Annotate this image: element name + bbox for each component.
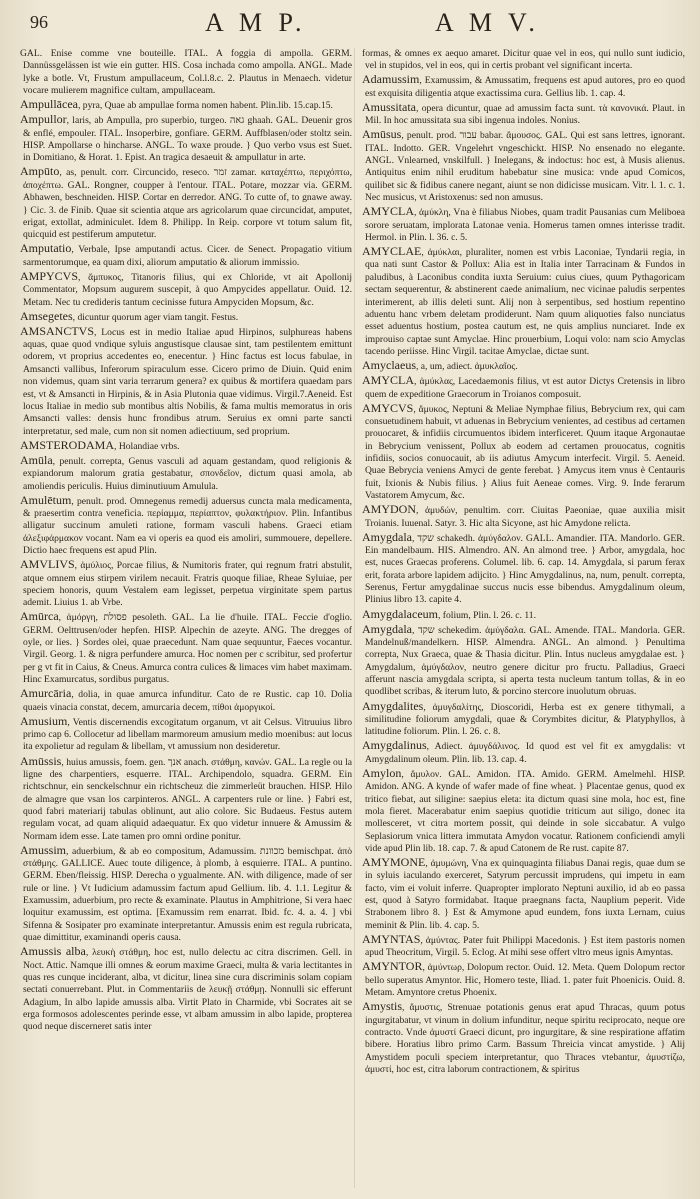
entry-text: penult. prod. Omnegenus remedij aduersus cuncta mala medicamenta, & praesertim contra veneficia. περίαμμα, περίαπτον, φυλακτήριον. Plin. Infantibus alligatur succinum amuleti ratione, formam vasculi habens. Graeci etiam ἀλεξιφάρμακον vocant. Nam ea vi operis ea quod eis amoliri, summouere, depellere. Dictio haec frequens est apud Plin. [23,495,352,557]
dictionary-entry: AMYCLA, ἀμύκλη, Vna è filiabus Niobes, quam tradit Pausanias cum Meliboea sorore seruatam, implorata Latonae venia. Homerus tamen omnes interisse tradit. Hermol. in Plin. l. 36. c. 5. [362,204,685,243]
entry-text: Examussim, & Amussatim, frequens est apud autores, pro eo quod est exquisita diligentia atque exactissima cura. Gellius lib. 1. cap. 4. [365,75,685,99]
dictionary-entry: AMYCLAE, ἀμύκλαι, pluraliter, nomen est vrbis Laconiae, Tyndarii regia, in qua nati sunt Castor & Pollux: Alia est in Italia inter Tarracinam & Fundos in paludibus, à Laconibus condita iuxta Seruium: cuius ciues, quum Pythagoricam sectam sequerentur, & abstinerent caede animalium, nec vicinae paludis serpentes interimerent, ab illis deleti sunt. Alij non à serpentibus, sed hostium repentino aduentu hanc vrbem deletam prodiderunt. Nam quum aliquoties falso nunciatus esset aduentus hostium, postea cautum est, ne quis amplius nunciaret. Inde ex improuiso captae sunt Amyclae. Hinc prouerbium, Loqui volo: nam scio Amyclas tacendo periisse. Hinc Virgil. tacitae Amyclae, dictae sunt. [362,244,685,357]
right-column [362,48,685,1193]
dictionary-entry: AMVLIVS, ἀμύλιος, Porcae filius, & Numitoris frater, qui regnum fratri abstulit, atque omnem eius stirpem virilem necauit. Fratris quoque filiae, Rheae Syluiae, per speciem honoris, quum Vestalem eam legisset, perpetua virginitate spem partus ademit. Liuius 1. ab Vrbe. [20,557,352,609]
dictionary-entry: Amussitata, opera dicuntur, quae ad amussim facta sunt. τὰ κανονικά. Plaut. in Mil. In hoc amussitata sua sibi ingenua indoles. Nonius. [362,99,685,127]
entry-text: ἀμύντωρ, Dolopum rector. Ouid. 12. Meta. Quem Dolopum rector bello superatus Amyntor. Hic, Homero teste, Iliad. 1. pater fuit Phoenicis. Ouid. 8. Metam. Amyntore cretus Phoenix. [365,962,685,999]
dictionary-entry: Amygdalinus, Adiect. ἀμυγδάλινος. Id quod est vel fit ex amygdalis: vt Amygdalinum oleum. Plin. lib. 13. cap. 4. [362,738,685,765]
entry-text: folium, Plin. l. 26. c. 11. [442,609,536,621]
entry-text: ἀμυγδαλίτης, Dioscoridi, Herba est ex genere tithymali, a similitudine foliorum amygdali, quae & Corymbites dicitur, & Platyphyllos, à latitudine foliorum. Plin. l. 26. c. 8. [365,701,685,738]
dictionary-entry: Amylon, ἄμυλον. GAL. Amidon. ITA. Amido. GERM. Amelmehl. HISP. Amidon. ANG. A kynde of wafer made of fine wheat. } Placentae genus, quod ex tritico fiebat, aut siligine: saepius eleta: ita dictum quasi sine mola, hoc est, fine mola fieret. Macerabatur enim saepius quotidie triticum aut siligo, donec ita mollesceret, vt citra mortem possit, qui deinde in sole siccabatur. A vulgo Seplasiorum vnica littera immutata Amydon vocatur. Rationem conficiendi amyli vide apud Plin lib. 18. cap. 7. & apud Catonem de Re rust. capite 87. [362,765,685,854]
dictionary-entry: AMYMONE, ἀμυμώνη, Vna ex quinquaginta filiabus Danai regis, quae dum se in syluis iaculando exerceret, Satyrum percussit imprudens, qui impetu in eam facto, vim ei voluit inferre. Quapropter implorato Neptuni auxilio, id ab eo passa est, quod à Satyro formidabat. Itaque praegnans facta, Nauplium peperit. Vide Strabonem libro 8. } Est & Amymone apud eundem, fons iuxta Lernam, cuius meminit & Plin. lib. 4. cap. 5. [362,855,685,931]
dictionary-entry [20,48,352,97]
entry-text: ἀμύκλαι, pluraliter, nomen est vrbis Laconiae, Tyndarii regia, in qua nati sunt Castor & Pollux: Alia est in Italia inter Tarracinam & Fundos in paludibus, à Laconibus condita iuxta Seruium: cuius ciues, quum Pythagoricam sectam sequerentur, & abstinerent caede animalium, nec vicinae paludis serpentes interimerent, ab illis deleti sunt. Alij non à serpentibus, sed hostium repentino aduentu hanc vrbem deletam prodiderunt. Nam quum aliquoties falso nunciatus esset aduentus hostium, postea cautum est, ne quis amplius nunciaret. Inde ex improuiso captae sunt Amyclae. Hinc prouerbium, Loqui volo: nam scio Amyclas tacendo periisse. Hinc Virgil. tacitae Amyclae, dictae sunt. [365,247,685,357]
entry-headword: Amygdalites [362,698,424,713]
entry-headword: Amūsus [362,127,402,142]
dictionary-entry: Amusium, Ventis discernendis excogitatum organum, vt ait Celsus. Vitruuius libro primo cap 6. Collocetur ad libellam marmoreum amusium medio moenibus: aut locus ita expolietur ad regulam & libellam, vt amussium non desideretur. [20,713,352,753]
entry-headword: Ampullācea [20,97,78,112]
entry-text: Ventis discernendis excogitatum organum, vt ait Celsus. Vitruuius libro primo cap 6. Collocetur ad libellam marmoreum amusium medio moenibus: aut locus ita expolietur ad regulam & libellam, vt amussium non desideretur. [23,716,352,753]
entry-text: formas, & omnes ex aequo amaret. Dicitur quae vel in eos, qui nullo sunt iudicio, vel in stupidos, vel in eos, qui in certis probant vel significant incerta. [362,48,685,72]
entry-headword: Amystis [362,999,403,1014]
dictionary-entry: Amyclaeus, a, um, adiect. ἀμυκλαῖος. [362,358,518,373]
entry-headword: Amūssis [20,753,62,768]
entry-headword: Amusium [20,713,68,728]
entry-text: Holandiae vrbs. [118,440,180,452]
entry-headword: Amygdalaceum [362,606,438,621]
dictionary-entry: Ampūto, as, penult. corr. Circuncido, reseco. זמר zamar. καταχέπτω, περιχόπτω, ἀποχέπτω. GAL. Rongner, coupper à l'entour. ITAL. Potare, mozzar via. GERM. Abhawen, beschneiden. HISP. Cortar en derredor. ANG. To cutte of, to gnawe away. } Cic. 3. de Finib. Quae sit scientia atque ars agricolarum quae circuncidat, amputet, erigat, extollat, adminiculet. Idem 8. Philipp. In Reip. corpore vt totum salum fit, quicquid est pestiferum amputetur. [20,164,352,241]
dictionary-entry: Amygdala, שקד schakedh. ἀμύγδαλον. GALL. Amandier. ITA. Mandorlo. GER. Ein mandelbaum. HIS. Almendro. AN. An almond tree. } Arbor, amygdala, hoc est, nuces Graecas proferens. Columel. lib. 6. cap. 14. Amygdala, si parum ferax erit, forata arbore lapidem adijcito. } Hinc Amygdalinus, na, num, penult. correpta, Serenus, Fertur amygdalinae succus nucis esse bibendus. Amygdalinum oleum, Plinius libro 13. capite 4. [362,529,685,606]
entry-headword: AMYCVS [362,400,414,415]
dictionary-entry: Amūrca, ἀμόργη, פסולת pesoleth. GAL. La lie d'huile. ITAL. Feccie d'oglio. GERM. Oelttrusen/oder hepfen. HISP. Alpechin de azeyte. ANG. The dregges of oyle, or lies. } Sordes olei, quae praecedunt. Nam quae sequuntur, Faeces vocantur. Virgil. Georg. 1. & nigra perfundere amurca. Hoc nomen per c scribitur, sed profertur per g vt fit in Caius, & Cneus. Amurca contra culices & limaces vim habet maximam. Hinc Examurcatus, sordibus purgatus. [20,609,352,686]
entry-text: שקד schekedim. ἀμύγδαλα. GAL. Amende. ITAL. Mandorla. GER. Mandelnuß/mandelkern. HISP. Almendra. ANGL. An almond. } Penultima correpta, Nux Graeca, quae & Thasia dicitur. Plin. Intus nucleus amygdalae est. } Amygdalum, ἀμύγδαλον, neutro genere dicitur pro fructu. Palladius, Graeci afferunt nascia amygdala scripta, si aperta testa nucleum tantum tollas, & in eo quodlibet scribas, & iterum luto, & porcino stercore inuolutum obruas. [365,624,685,698]
entry-headword: AMYCLAE [362,244,422,259]
entry-text: Verbale, Ipse amputandi actus. Cicer. de Senect. Propagatio vitium sarmentorumque, ea quam dixi, aliorum amputatio & aliorum immissio. [23,244,352,268]
dictionary-entry: AMSANCTVS, Locus est in medio Italiae apud Hirpinos, sulphureas habens aquas, quae quod vndique syluis angustisque clausae sint, tam pestilentem emittunt odorem, vt proprius accedentes eo, enecentur. } Hinc factus est locus fabulae, in Amsancti vallibus, Inferorum spiraculum esse. Cicero primo de Diuin. Quid enim non videmus, quam sint varia terrarum genera? ex quibus & mortifera quaedam pars est, vt & Amsancti in Hirpinis, & in Asia Plutonia quae vidimus. Virgil.7.Aeneid. Est locus Italiae in medio sub montibus altis Nobilis, & fama multis memoratus in oris Amsancti valles: densis hunc frondibus atrum. Seruius ex omni parte sancti interpretatur, sed male, cum non sit nomen adiectiuum, sed proprium. [20,323,352,437]
entry-headword: Amussitata [362,99,416,114]
dictionary-entry: Amūssis, huius amussis, foem. gen. אנך anach. στάθμη, κανών. GAL. La regle ou la ligne des charpentiers, esquerre. ITAL. Archipendolo, squadra. GERM. Ein richtschnur, ein senckelschnur ein richtscheuz die zimmerleüt brauchen. HISP. Hilo de almagre que vsan los carpinteros. ANGL. A carpenters rule or line. } Fabri est, quod fabri materiarij tabulas oblinunt, aut alio colore. Sic Budaeus. Festus autem regulam vocat, ad quam aliquid adaequatur. Ex quo videtur innuere & Amussim & Normam idem esse. Late tamen pro omni ordine ponitur. [20,753,352,842]
entry-text: ἀμυδών, penultim. corr. Ciuitas Paeoniae, quae auxilia misit Troianis. Iuuenal. Satyr. 3. Hic alta Sicyone, ast hic Amydone relicta. [365,505,685,529]
entry-headword: Amurcāria [20,686,72,701]
dictionary-entry: Amygdalaceum, folium, Plin. l. 26. c. 11. [362,606,536,621]
entry-text: aduerbium, & ab eo compositum, Adamussim. מכוונת bemischpat. ἀπὸ στάθμης. GALLICE. Auec toute diligence, à plomb, à esquierre. ITAL. A puntino. GERM. Eben/fleissig. HISP. Derecha o ygualmente. AN. with diligence, made of ser rule or line. } Vt Iudicium adamussim factum apud Gellium. lib. 4. 1.1. Legitur & Examussim, aduerbium, pro recte & examinate. Plautus in Amphitrione, Si vera haec loquitur examussim, est optima. [Examussim rem enarrat. Ibid. fc. 4. a. 4. ] vbi Sifenna & Sosipater pro examinate interpretantur. Amussis enim est regula rubricata, quae dimittitur, examinandi operis causa. [23,845,352,944]
entry-headword: Amyclaeus [362,358,416,373]
entry-headword: AMYNTAS [362,931,421,946]
entry-text: dicuntur quorum ager viam tangit. Festus. [77,311,239,323]
entry-headword: Amygdala [362,621,412,636]
dictionary-entry: AMYCLA, ἀμύκλας, Lacedaemonis filius, vt est autor Dictys Cretensis in libro quem de expeditione Graecorum in Troianos composuit. [362,373,685,400]
dictionary-entry: AMYDON, ἀμυδών, penultim. corr. Ciuitas Paeoniae, quae auxilia misit Troianis. Iuuenal. Satyr. 3. Hic alta Sicyone, ast hic Amydone relicta. [362,502,685,529]
entry-text: laris, ab Ampulla, pro superbio, turgeo. גאה ghaah. GAL. Deuenir gros & enflé, empouler. ITAL. Insoperbire, gonfiare. GERM. Auffblasen/oder stoltz sein. HISP. Ampollarse o hincharse. ANGL. To waxe proude. } Quo verbo vsus est Suet. in Domitiano, & Horat. 1. Epist. An tragica desaeuit & ampullatur in arte. [23,115,352,164]
running-header [0,8,700,50]
entry-text: λευκὴ στάθμη, hoc est, nullo delectu ac citra discrimen. Gell. in Noct. Attic. Namque illi omnes & eorum maxime Graeci, multa & varia lectitantes in quas res cunque inciderant, alba, vt dicitur, linea sine cura discriminis solam copiam sectati conuerrebant. Plut. in Commentariis de λευκῇ στάθμῃ. Nonnulli sic efferunt Adagium, In albo lapide amussis alba. Virtit Plato in Charmide, vbi Socrates ait se erga formosos adolescentes perinde esse, vt albam amussim in albo lapide, propterea quod neque discerneret satis inter [23,947,352,1033]
dictionary-entry: Amygdala, שקד schekedim. ἀμύγδαλα. GAL. Amende. ITAL. Mandorla. GER. Mandelnuß/mandelkern. HISP. Almendra. ANGL. An almond. } Penultima correpta, Nux Graeca, quae & Thasia dicitur. Plin. Intus nucleus amygdalae est. } Amygdalum, ἀμύγδαλον, neutro genere dicitur pro fructu. Palladius, Graeci afferunt nascia amygdala scripta, si aperta testa nucleum tantum tollas, & in eo quodlibet scribas, & iterum luto, & porcino stercore inuolutum obruas. [362,621,685,698]
dictionary-entry: Amussis alba, λευκὴ στάθμη, hoc est, nullo delectu ac citra discrimen. Gell. in Noct. Attic. Namque illi omnes & eorum maxime Graeci, multa & varia lectitantes in quas res cunque inciderant, alba, vt dicitur, linea sine cura discriminis solam copiam sectati conuerrebant. Plut. in Commentariis de λευκῇ στάθμῃ. Nonnulli sic efferunt Adagium, In albo lapide amussis alba. Virtit Plato in Charmide, vbi Socrates ait se erga formosos adolescentes perinde esse, vt albam amussim in albo lapide, propterea quod neque discerneret satis inter [20,944,352,1033]
dictionary-entry: AMYNTOR, ἀμύντωρ, Dolopum rector. Ouid. 12. Meta. Quem Dolopum rector bello superatus Amyntor. Hic, Homero teste, Iliad. 1. pater fuit Phoenicis. Ouid. 8. Metam. Amyntore cretus Phoenix. [362,959,685,999]
dictionary-entry: AMYNTAS, ἀμύντας. Pater fuit Philippi Macedonis. } Est item pastoris nomen apud Theocritum, Virgil. 5. Eclog. At mihi sese offert vltro meus ignis Amyntas. [362,931,685,959]
entry-headword: AMPYCVS [20,268,79,283]
entry-headword: AMYCLA [362,373,415,388]
entry-headword: AMSANCTVS [20,323,95,338]
entry-headword: Amygdalinus [362,738,427,753]
entry-text: Adiect. ἀμυγδάλινος. Id quod est vel fit ex amygdalis: vt Amygdalinum oleum. Plin. lib. 13. cap. 4. [365,741,685,765]
entry-text: penult. correpta, Genus vasculi ad aquam gestandam, quod religionis & expiandorum malorum gratia gestabatur, σπονδεῖον, dictum quasi amola, ab amoliendis periculis. Huius diminutiuum Amulula. [23,455,352,492]
entry-headword: AMYMONE [362,855,426,870]
dictionary-entry: Amūsus, penult. prod. עבור babar. ἄμουσος. GAL. Qui est sans lettres, ignorant. ITAL. Indotto. GER. Vngelehrt vngeschickt. HISP. No ensenado no elegante. ANGL. Vnlearned, vnskilfull. } Inelegans, & indoctus: hoc est, à Musis alienus. Antiquitus enim nihil eruditum habebatur sine musica: vnde apud Comicos, quilibet sic & fidibus canere negant, aiunt se non didicisse musicam. Vitr. l. 1. c. 1. Nec musicus, vt Aristoxenus: sed non amusus. [362,127,685,204]
entry-text: ἄμυλον. GAL. Amidon. ITA. Amido. GERM. Amelmehl. HISP. Amidon. ANG. A kynde of wafer made of fine wheat. } Placentae genus, quod ex tritico fiebat, aut siligine: saepius eleta: ita dictum quasi sine mola, hoc est, fine mola fieret. Macerabatur enim saepius quotidie triticum aut siligo, donec ita mollesceret, vt citra mortem possit, qui deinde in sole siccabatur. A vulgo Seplasiorum vnica littera immutata Amydon vocatur. Rationem conficiendi amyli vide apud Plin lib. 18. cap. 7. & apud Catonem de Re rust. capite 87. [365,768,685,854]
entry-text: pyra, Quae ab ampullae forma nomen habent. Plin.lib. 15.cap.15. [82,100,333,112]
right-running-title: A M V. [435,8,540,37]
dictionary-entry: AMSTERODAMA, Holandiae vrbs. [20,437,180,452]
dictionary-entry: Amputatio, Verbale, Ipse amputandi actus. Cicer. de Senect. Propagatio vitium sarmentorumque, ea quam dixi, aliorum amputatio & aliorum immissio. [20,241,352,268]
entry-headword: AMSTERODAMA [20,437,115,452]
entry-headword: Amūrca [20,609,59,624]
entry-text: GAL. Enise comme vne bouteille. ITAL. A foggia di ampolla. GERM. Dannüssgelässen ist wie ein gutter. HIS. Cosa inchada como ampolla. ANGL. Made lyke a botle. Vt, Frustum ampullaceum, Col.l.8.c. 2. Plautus in Menaech. videtur vocare mulierem magnifice cultam, ampullaceam. [20,48,352,97]
entry-headword: AMVLIVS [20,557,75,572]
entry-text: ἀμύντας. Pater fuit Philippi Macedonis. } Est item pastoris nomen apud Theocritum, Virgil. 5. Eclog. At mihi sese offert vltro meus ignis Amyntas. [365,934,685,959]
dictionary-entry: Amsegetes, dicuntur quorum ager viam tangit. Festus. [20,308,239,323]
entry-text: ἀμυμώνη, Vna ex quinquaginta filiabus Danai regis, quae dum se in syluis iaculando exerceret, Satyrum percussit imprudens, qui impetu in eam facto, vim ei voluit inferre. Quapropter implorato Neptuni auxilio, id ab eo passa est, quod à Satyro formidabat. Itaque praegnans facta, Nauplium peperit. Vide Strabonem libro 8. } Est & Amymone apud eundem, fons iuxta Lernam, cuius meminit & Plin. lib. 4. cap. 5. [365,858,685,931]
column-gutter [354,48,355,1188]
dictionary-entry: Adamussim, Examussim, & Amussatim, frequens est apud autores, pro eo quod est exquisita diligentia atque exactissima cura. Gellius lib. 1. cap. 4. [362,72,685,99]
dictionary-entry [362,48,685,73]
dictionary-entry: Ampullor, laris, ab Ampulla, pro superbio, turgeo. גאה ghaah. GAL. Deuenir gros & enflé, empouler. ITAL. Insoperbire, gonfiare. GERM. Auffblasen/oder stoltz sein. HISP. Ampollarse o hincharse. ANGL. To waxe proude. } Quo verbo vsus est Suet. in Domitiano, & Horat. 1. Epist. An tragica desaeuit & ampullatur in arte. [20,112,352,164]
entry-headword: AMYDON [362,502,416,517]
entry-text: ἀμόργη, פסולת pesoleth. GAL. La lie d'huile. ITAL. Feccie d'oglio. GERM. Oelttrusen/oder hepfen. HISP. Alpechin de azeyte. ANG. The dregges of oyle, or lies. } Sordes olei, quae praecedunt. Nam quae sequuntur, Faeces vocantur. Virgil. Georg. 1. & nigra perfundere amurca. Hoc nomen per c scribitur, sed profertur per g vt fit in Caius, & Cneus. Amurca contra culices & limaces vim habet maximam. Hinc Examurcatus, sordibus purgatus. [23,612,352,686]
entry-headword: AMYCLA [362,204,415,219]
entry-text: ἀμύκλας, Lacedaemonis filius, vt est autor Dictys Cretensis in libro quem de expeditione Graecorum in Troianos composuit. [365,376,685,400]
entry-headword: Amūla [20,452,53,467]
entry-text: dolia, in quae amurca infunditur. Cato de re Rustic. cap 10. Dolia quaeis vinacia constat, decem, amurcaria decem, πίθοι ἀμοργικοί. [23,689,352,713]
entry-headword: Amussis alba [20,944,86,959]
entry-text: ἀμύλιος, Porcae filius, & Numitoris frater, qui regnum fratri abstulit, atque omnem eius stirpem virilem necauit. Fratris quoque filiae, Rheae Syluiae, per speciem honoris, quum Vestalem eam legisset, perpetua virginitate spem partus ademit. Liuius 1. ab Vrbe. [23,560,352,609]
entry-text: huius amussis, foem. gen. אנך anach. στάθμη, κανών. GAL. La regle ou la ligne des charpentiers, esquerre. ITAL. Archipendolo, squadra. GERM. Ein richtschnur, ein senckelschnur ein richtscheuz die zimmerleüt brauchen. HISP. Hilo de almagre que vsan los carpinteros. ANGL. A carpenters rule or line. } Fabri est, quod fabri materiarij tabulas oblinunt, aut alio colore. Sic Budaeus. Festus autem regulam vocat, ad quam aliquid adaequatur. Ex quo videtur innuere & Amussim & Normam idem esse. Late tamen pro omni ordine ponitur. [23,756,352,842]
entry-text: שקד schakedh. ἀμύγδαλον. GALL. Amandier. ITA. Mandorlo. GER. Ein mandelbaum. HIS. Almendro. AN. An almond tree. } Arbor, amygdala, hoc est, nuces Graecas proferens. Columel. lib. 6. cap. 14. Amygdala, si parum ferax erit, forata arbore lapidem adijcito. } Hinc Amygdalinus, na, num, penult. correpta, Serenus, Fertur amygdalinae succus nucis esse bibendus. Amygdalinum oleum, Plinius libro 13. capite 4. [365,532,685,606]
dictionary-entry: Amulētum, penult. prod. Omnegenus remedij aduersus cuncta mala medicamenta, & praesertim contra veneficia. περίαμμα, περίαπτον, φυλακτήριον. Plin. Infantibus alligatur succinum amuleti ratione, formam vasculi habens. Graeci etiam ἀλεξιφάρμακον vocant. Nam ea vi operis ea quod eis amoliri, summouere, depellere. Dictio haec frequens est apud Plin. [20,492,352,557]
page-number: 96 [30,12,48,32]
entry-text: opera dicuntur, quae ad amussim facta sunt. τὰ κανονικά. Plaut. in Mil. In hoc amussitata sua sibi ingenua indoles. Nonius. [365,102,685,127]
entry-headword: Amulētum [20,492,72,507]
dictionary-entry: Amūla, penult. correpta, Genus vasculi ad aquam gestandam, quod religionis & expiandorum malorum gratia gestabatur, σπονδεῖον, dictum quasi amola, ab amoliendis periculis. Huius diminutiuum Amulula. [20,452,352,492]
entry-text: ἄμυστις, Strenuae potationis genus erat apud Thracas, quum potus ingurgitabatur, vt vinum in dolium infunditur, neque spiritu reciprocato, neque ore contracto. Vnde ἀμυστί Graeci dicunt, pro ingurgitare, & sine respiratione affatim bibere. Horatius libro primo Carm. Bassum Threicia vincat amystide. } Alij Amystidem poculi speciem interpretantur, quo Thraces vtebantur, ἀμυστίζω, ἀμυστί, hoc est, citra laborum contractionem, & spiritus [365,1002,685,1075]
entry-text: ἄμπυκος, Titanoris filius, qui ex Chloride, vt ait Apollonij Commentator, Mopsum augurem suscepit, à quo Ampycides appellatur. Ouid. 12. Metam. Nec tu credideris tantum cecinisse futura Ampyciden Mopsum, &c. [23,271,352,308]
dictionary-entry: Amygdalites, ἀμυγδαλίτης, Dioscoridi, Herba est ex genere tithymali, a similitudine foliorum amygdali, quae & Corymbites dicitur, & Platyphyllos, à latitudine foliorum. Plin. l. 26. c. 8. [362,698,685,738]
dictionary-entry: Amussim, aduerbium, & ab eo compositum, Adamussim. מכוונת bemischpat. ἀπὸ στάθμης. GALLICE. Auec toute diligence, à plomb, à esquierre. ITAL. A puntino. GERM. Eben/fleissig. HISP. Derecha o ygualmente. AN. with diligence, made of ser rule or line. } Vt Iudicium adamussim factum apud Gellium. lib. 4. 1.1. Legitur & Examussim, aduerbium, pro recte & examinate. Plautus in Amphitrione, Si vera haec loquitur examussim, est optima. [Examussim rem enarrat. Ibid. fc. 4. a. 4. ] vbi Sifenna & Sosipater pro examinate interpretantur. Amussis enim est regula rubricata, quae dimittitur, examinandi operis causa. [20,842,352,944]
entry-headword: Amylon [362,765,402,780]
dictionary-entry: Amystis, ἄμυστις, Strenuae potationis genus erat apud Thracas, quum potus ingurgitabatur, vt vinum in dolium infunditur, neque spiritu reciprocato, neque ore contracto. Vnde ἀμυστί Graeci dicunt, pro ingurgitare, & sine respiratione affatim bibere. Horatius libro primo Carm. Bassum Threicia vincat amystide. } Alij Amystidem poculi speciem interpretantur, quo Thraces vtebantur, ἀμυστίζω, ἀμυστί, hoc est, citra laborum contractionem, & spiritus [362,999,685,1075]
entry-headword: Ampūto [20,164,60,179]
entry-text: as, penult. corr. Circuncido, reseco. זמר zamar. καταχέπτω, περιχόπτω, ἀποχέπτω. GAL. Rongner, coupper à l'entour. ITAL. Potare, mozzar via. GERM. Abhawen, beschneiden. HISP. Cortar en derredor. ANG. To cutte of, to gnawe away. } Cic. 3. de Finib. Quae sit scientia atque ars agricolarum quae circuncidat, amputet, erigat, extollat, adminiculet. Idem 8. Philipp. In Reip. corpore vt totum salum fit, quicquid est pestiferum amputetur. [23,167,352,241]
dictionary-entry: AMYCVS, ἄμυκος, Neptuni & Meliae Nymphae filius, Bebrycium rex, qui cam consuetudinem habuit, vt aduenas in Bebrycium venientes, ad cestibus ad certamen prouocaret, & infidiis circumuentos ibidem interficeret. Quum itaque Argonautae in Bebrycium venissent, Pollux ab eodem ad certamen prouocatus, cognitis infidiis, socios conuocauit, ab iis adiutus Amycum interfecit. Virgil. 5. Aeneid. Quae Bebrycia veniens Amyci de gente ferebat. } Amycus item vnus è Centauris fuit, Ixionis & Nubis filius. } Alius fuit Aeneae comes. Virg. 9. Inde ferarum Vastatorem Amycum, &c. [362,400,685,502]
entry-headword: Amygdala [362,529,412,544]
entry-headword: Ampullor [20,112,67,127]
left-column [20,48,352,1193]
entry-text: a, um, adiect. ἀμυκλαῖος. [420,361,518,373]
entry-headword: Amputatio [20,241,72,256]
entry-headword: Amussim [20,842,67,857]
dictionary-entry: AMPYCVS, ἄμπυκος, Titanoris filius, qui ex Chloride, vt ait Apollonij Commentator, Mopsum augurem suscepit, à quo Ampycides appellatur. Ouid. 12. Metam. Nec tu credideris tantum cecinisse futura Ampyciden Mopsum, &c. [20,268,352,308]
dictionary-entry: Ampullācea, pyra, Quae ab ampullae forma nomen habent. Plin.lib. 15.cap.15. [20,97,333,112]
entry-text: Locus est in medio Italiae apud Hirpinos, sulphureas habens aquas, quae quod vndique syluis angustisque clausae sint, tam pestilentem emittunt odorem, vt proprius accedentes eo, enecentur. } Hinc factus est locus fabulae, in Amsancti vallibus, Inferorum spiraculum esse. Cicero primo de Diuin. Quid enim non videmus, quam sint varia terrarum genera? ex quibus & mortifera quaedam pars est, vt & Amsancti in Hirpinis, & in Asia Plutonia quae vidimus. Virgil.7.Aeneid. Est locus Italiae in medio sub montibus altis Nobilis, & fama multis memoratus in oris Amsancti valles: densis hunc frondibus atrum. Seruius ex omni parte sancti interpretatur, sed male, cum non sit nomen adiectiuum, sed proprium. [23,326,352,437]
left-running-title: A M P. [205,8,307,37]
entry-text: ἀμύκλη, Vna è filiabus Niobes, quam tradit Pausanias cum Meliboea sorore seruatam, implorata Latonae venia. Homerus tamen omnes interisse tradit. Hermol. in Plin. l. 36. c. 5. [365,207,685,243]
entry-headword: Amsegetes [20,308,73,323]
entry-headword: Adamussim [362,72,420,87]
entry-text: ἄμυκος, Neptuni & Meliae Nymphae filius, Bebrycium rex, qui cam consuetudinem habuit, vt aduenas in Bebrycium venientes, ad cestibus ad certamen prouocaret, & infidiis circumuentos ibidem interficeret. Quum itaque Argonautae in Bebrycium venissent, Pollux ab eodem ad certamen prouocatus, cognitis infidiis, socios conuocauit, ab iis adiutus Amycum interfecit. Virgil. 5. Aeneid. Quae Bebrycia veniens Amyci de gente ferebat. } Amycus item vnus è Centauris fuit, Ixionis & Nubis filius. } Alius fuit Aeneae comes. Virg. 9. Inde ferarum Vastatorem Amycum, &c. [365,403,685,502]
entry-headword: AMYNTOR [362,959,423,974]
entry-text: penult. prod. עבור babar. ἄμουσος. GAL. Qui est sans lettres, ignorant. ITAL. Indotto. GER. Vngelehrt vngeschickt. HISP. No ensenado no elegante. ANGL. Vnlearned, vnskilfull. } Inelegans, & indoctus: hoc est, à Musis alienus. Antiquitus enim nihil eruditum habebatur sine musica: vnde apud Comicos, quilibet sic & fidibus canere negant, aiunt se non didicisse musicam. Vitr. l. 1. c. 1. Nec musicus, vt Aristoxenus: sed non amusus. [365,130,685,204]
dictionary-entry: Amurcāria, dolia, in quae amurca infunditur. Cato de re Rustic. cap 10. Dolia quaeis vinacia constat, decem, amurcaria decem, πίθοι ἀμοργικοί. [20,686,352,713]
